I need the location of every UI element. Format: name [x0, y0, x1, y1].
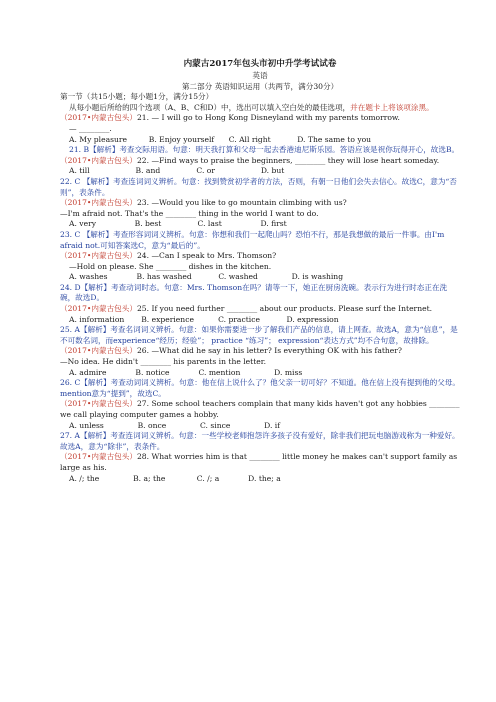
question-source: （2017•内蒙古包头） — [60, 155, 137, 165]
question-options: A. /; the B. a; the C. /; a D. the; a — [69, 473, 281, 483]
question-27 — [60, 399, 460, 452]
question-stem-line2: — ________. — [69, 123, 112, 133]
question-stem-line2: —No idea. He didn't ________ his parents in the letter. — [60, 357, 266, 367]
question-source: （2017•内蒙古包头） — [60, 251, 137, 261]
question-stem: 28. What worries him is that ________ little money he makes can't support family as large as his. — [60, 452, 458, 472]
instruction-note: 并在题卡上将该项涂黑。 — [350, 102, 434, 112]
section-heading: 第一节（共15小题；每小题1分，满分15分） — [60, 92, 214, 102]
instructions — [60, 103, 460, 114]
question-28 — [60, 452, 460, 484]
question-stem: 25. If you need further ________ about our products. Please surf the Internet. — [136, 304, 433, 314]
question-source: （2017•内蒙古包头） — [60, 198, 137, 208]
question-source: （2017•内蒙古包头） — [60, 399, 137, 409]
question-source: （2017•内蒙古包头） — [60, 304, 137, 314]
question-26 — [60, 346, 460, 399]
question-22 — [60, 156, 460, 198]
question-options: A. very B. best C. last D. first — [69, 219, 287, 229]
subject-label: 英语 — [252, 71, 268, 80]
question-source: （2017•内蒙古包头） — [60, 452, 137, 462]
question-stem: 26. —What did he say in his letter? Is everything OK with his father? — [136, 346, 402, 356]
question-answer: 22. C 【解析】考查连词词义辨析。句意：找到赞赏初学者的方法，否则，有朝一日他们会失去信心。故选C，意为“否则”，表条件。 — [60, 176, 457, 197]
question-stem-line2: —I'm afraid not. That's the ________ thing in the world I want to do. — [60, 208, 319, 218]
part-heading: 第二部分 英语知识运用（共两节，满分30分） — [181, 81, 339, 91]
question-answer: 27. A【解析】考查连词词义辨析。句意：一些学校老师抱怨许多孩子没有爱好，除非我们把玩电脑游戏称为一种爱好。 故选A，意为“除非”，表条件。 — [60, 431, 460, 451]
exam-title: 内蒙古2017年包头市初中升学考试试卷 — [183, 59, 337, 69]
question-options: A. till B. and C. or D. but — [69, 166, 285, 176]
question-answer: 24. D【解析】考查动词时态。句意：Mrs. Thomson在吗？请等一下，她正在厨房洗碗。表示行为进行时态正在洗碗，故选D。 — [60, 282, 448, 303]
question-source: （2017•内蒙古包头） — [60, 113, 137, 123]
question-24 — [60, 251, 460, 304]
question-answer: 26. C【解析】考查动词词义辨析。句意：他在信上说什么了？他父亲一切可好？不知道。他在信上没有提到他的父母。mention意为“提到”，故选C。 — [60, 378, 460, 398]
question-21 — [60, 113, 460, 155]
question-25 — [60, 304, 460, 346]
question-options: A. information B. experience C. practice D. expression — [69, 314, 339, 324]
question-stem: 21. — I will go to Hong Kong Disneyland with my parents tomorrow. — [136, 113, 400, 123]
question-stem: 22. —Find ways to praise the beginners, ________ they will lose heart someday. — [136, 155, 440, 165]
question-answer: 23. C 【解析】考查形容词词义辨析。句意：你想和我们一起爬山吗？恐怕不行，那是我想做的最后一件事。由I'm afraid not.可知答案选C，意为“最后的”。 — [60, 229, 445, 250]
question-options: A. unless B. once C. since D. if — [69, 420, 281, 430]
question-answer: 25. A【解析】考查名词词义辨析。句意：如果你需要进一步了解我们产品的信息，请上网查。故选A，意为“信息”，是不可数名词，而experience“经历；经验”； practice “练习”； expression“表达方式”均不合句意，故排除。 — [60, 325, 458, 345]
question-options: A. admire B. notice C. mention D. miss — [69, 367, 303, 377]
question-23 — [60, 198, 460, 251]
question-stem-line2: —Hold on please. She ________ dishes in the kitchen. — [69, 261, 272, 271]
question-stem: 23. —Would you like to go mountain climbing with us? — [136, 198, 347, 208]
question-answer: 21. B【解析】考查交际用语。句意：明天我打算和父母一起去香港迪尼斯乐园。答语应该是祝你玩得开心，故选B。 — [69, 145, 460, 155]
question-options: A. My pleasure B. Enjoy yourself C. All right D. The same to you — [69, 134, 372, 144]
question-stem: 27. Some school teachers complain that many kids haven't got any hobbies ________ we call playing computer games a hobby. — [60, 399, 460, 419]
question-source: （2017•内蒙古包头） — [60, 346, 137, 356]
question-options: A. washes B. has washed C. washed D. is washing — [69, 272, 344, 282]
question-stem: 24. —Can I speak to Mrs. Thomson? — [136, 251, 277, 261]
instruction-text: 从每小题后所给的四个选项（A、B、C和D）中，选出可以填入空白处的最佳选项， — [69, 102, 351, 112]
